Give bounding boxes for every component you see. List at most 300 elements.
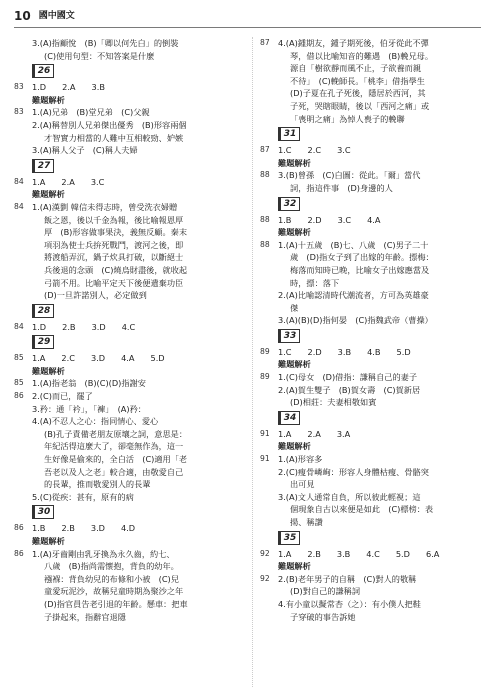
- question-number: 92: [260, 573, 270, 583]
- answer-item: 4.C: [366, 548, 380, 559]
- answer-row: [14, 81, 246, 94]
- explanation-text: 3.(A)指顧悅 (B)「卿以何先白」的倒裝: [32, 38, 179, 48]
- question-number: 89: [260, 346, 270, 356]
- answer-item: 2.B: [307, 548, 321, 559]
- question-number: [260, 157, 278, 170]
- answer-item: 2.A: [62, 82, 76, 93]
- question-number: 91: [260, 454, 270, 464]
- question-number: 89: [260, 372, 270, 382]
- analysis-label: 難題解析: [278, 561, 311, 572]
- question-number: [14, 214, 32, 227]
- answer-list: [278, 214, 482, 227]
- answer-item: 3.B: [336, 548, 351, 559]
- explanation-text: 2.(C)瘦骨嶙峋：形容人身體枯瘦、骨骼突: [278, 466, 429, 477]
- explanation-text: 2.(A)比喻認清時代潮流者，方可為英雄豪: [278, 290, 429, 301]
- answer-item: 2.A: [61, 176, 75, 187]
- explanation-text: (D)指官員告老引退的年齡。懸車：把車: [44, 598, 188, 609]
- question-number: 85: [14, 378, 24, 388]
- explanation-text: (D)對自己的謙稱詞: [290, 586, 361, 597]
- explanation-line: [14, 573, 246, 586]
- explanation-line: [260, 371, 482, 384]
- section-marker: 30: [32, 505, 54, 519]
- analysis-label-row: [14, 365, 246, 378]
- explanation-line: [14, 466, 246, 479]
- analysis-label: 難題解析: [32, 94, 65, 105]
- explanation-text: 1.(A)兄弟 (B)堂兄弟 (C)父親: [32, 107, 150, 118]
- question-number: [260, 251, 278, 264]
- answer-item: 1.B: [32, 523, 46, 534]
- explanation-line: [14, 214, 246, 227]
- column-divider: [252, 37, 253, 687]
- explanation-line: [260, 87, 482, 100]
- answer-item: 4.D: [121, 523, 136, 534]
- question-number: [14, 132, 32, 145]
- explanation-line: [260, 182, 482, 195]
- explanation-line: [260, 384, 482, 397]
- explanation-text: (D)相莊：夫妻相敬如賓: [290, 397, 377, 408]
- explanation-line: [260, 453, 482, 466]
- explanation-line: [14, 415, 246, 428]
- analysis-label-row: [260, 440, 482, 453]
- explanation-text: 襁褓：背負幼兒的布條和小被 (C)兒: [44, 573, 179, 584]
- answer-row: [14, 176, 246, 189]
- question-number: [14, 440, 32, 453]
- question-number: 84: [14, 201, 24, 211]
- explanation-line: [14, 611, 246, 624]
- answer-item: 1.C: [278, 346, 292, 357]
- question-number: 91: [260, 428, 270, 438]
- answer-item: 2.A: [307, 428, 321, 439]
- explanation-text: 梅落而知時已晚，比喻女子出嫁應當及: [290, 264, 430, 275]
- explanation-line: [260, 50, 482, 63]
- answer-item: 2.D: [307, 346, 322, 357]
- answer-item: 4.C: [121, 321, 136, 332]
- answer-list: [278, 346, 482, 359]
- explanation-line: [260, 314, 482, 327]
- question-number: [14, 50, 32, 63]
- explanation-text: 3.(A)文人通常自負，所以彼此輕視；這: [278, 491, 421, 502]
- answer-row: [260, 428, 482, 441]
- explanation-text: 2.(B)老年男子的自稱 (C)對人的敬稱: [278, 573, 417, 584]
- question-number: [14, 226, 32, 239]
- question-number: [14, 428, 32, 441]
- question-number: [260, 503, 278, 516]
- section-marker: 33: [278, 329, 300, 343]
- left-column: [14, 37, 246, 623]
- explanation-line: [14, 377, 246, 390]
- answer-item: 1.A: [278, 548, 292, 559]
- explanation-line: [260, 75, 482, 88]
- question-number: [260, 87, 278, 100]
- explanation-line: [260, 585, 482, 598]
- section-marker: 27: [32, 159, 54, 173]
- question-number: [14, 94, 32, 107]
- explanation-line: [260, 503, 482, 516]
- answer-item: 1.A: [278, 428, 292, 439]
- section-marker-row: [14, 62, 246, 81]
- question-number: [14, 119, 32, 132]
- explanation-text: 子掛起來，指辭官退隱: [44, 611, 126, 622]
- question-number: 83: [14, 107, 24, 117]
- explanation-text: 源自「樹欲靜而風不止，子欲養而親: [290, 63, 422, 74]
- explanation-text: 揚、稱讚: [290, 517, 323, 527]
- analysis-label-row: [260, 157, 482, 170]
- answer-list: [278, 428, 482, 441]
- question-number: 84: [14, 176, 24, 186]
- answer-list: [32, 81, 246, 94]
- answer-item: 1.D: [32, 321, 47, 332]
- answer-item: 4.A: [121, 353, 135, 364]
- section-marker: 29: [32, 335, 54, 349]
- section-marker: 34: [278, 411, 300, 425]
- answer-item: 1.C: [278, 145, 292, 156]
- answer-item: 2.B: [62, 321, 76, 332]
- book-title: 國中國文: [38, 11, 75, 22]
- explanation-text: 將渡船弄沉，鍋子炊具打破，以斷絕士: [44, 252, 184, 263]
- explanation-line: [14, 201, 246, 214]
- explanation-text: 1.(C)母女 (D)借指：謙稱自己的妻子: [278, 372, 418, 383]
- explanation-text: (D)一旦許諾別人，必定做到: [44, 290, 147, 301]
- question-number: [14, 535, 32, 548]
- explanation-text: 詞，指這件事 (D)身邊的人: [290, 182, 393, 193]
- explanation-line: [260, 396, 482, 409]
- question-number: 87: [260, 38, 270, 47]
- explanation-line: [14, 119, 246, 132]
- question-number: [260, 50, 278, 63]
- answer-list: [32, 522, 246, 535]
- explanation-text: 生好像是偷來的，全白活 (C)適用「老: [44, 454, 188, 465]
- section-marker: 32: [278, 197, 300, 211]
- answer-item: 3.A: [336, 428, 351, 439]
- explanation-text: 1.(A)形容多: [278, 454, 323, 465]
- explanation-text: (C)使用句型：不知答案是什麼: [44, 50, 155, 61]
- explanation-text: 4.(A)不忍人之心：指同情心、愛心: [32, 416, 159, 427]
- explanation-line: [14, 598, 246, 611]
- question-number: [14, 491, 32, 504]
- explanation-line: [14, 289, 246, 302]
- answer-item: 3.B: [337, 346, 352, 357]
- question-number: [260, 516, 278, 529]
- answer-list: [278, 144, 482, 157]
- analysis-label: 難題解析: [278, 359, 311, 370]
- explanation-text: 飯之恩，後以千金為報，後比喻報恩厚: [44, 214, 184, 225]
- explanation-text: 出可見: [290, 479, 315, 490]
- explanation-line: [14, 251, 246, 264]
- explanation-line: [260, 169, 482, 182]
- explanation-line: [14, 264, 246, 277]
- question-number: [14, 466, 32, 479]
- answer-item: 4.B: [367, 346, 381, 357]
- question-number: [260, 100, 278, 113]
- answer-row: [14, 522, 246, 535]
- explanation-line: [14, 478, 246, 491]
- answer-item: 5.D: [150, 353, 165, 364]
- explanation-text: 1.(A)十五歲 (B)七、八歲 (C)男子二十: [278, 239, 429, 250]
- explanation-line: [14, 226, 246, 239]
- explanation-text: 1.(A)指老翁 (B)(C)(D)指謝安: [32, 378, 146, 389]
- explanation-line: [14, 453, 246, 466]
- question-number: 84: [14, 321, 24, 331]
- analysis-label: 難題解析: [32, 536, 65, 546]
- question-number: [14, 403, 32, 416]
- page-number: 10: [14, 9, 31, 24]
- explanation-line: [14, 585, 246, 598]
- answer-row: [14, 321, 246, 334]
- question-number: [14, 289, 32, 302]
- question-number: 83: [14, 82, 24, 92]
- explanation-line: [14, 144, 246, 157]
- question-number: 88: [260, 239, 270, 249]
- explanation-text: 項羽為使士兵拚死戰鬥，渡河之後，即: [44, 239, 184, 250]
- explanation-line: [260, 251, 482, 264]
- explanation-line: [14, 560, 246, 573]
- answer-item: 3.D: [91, 321, 106, 332]
- question-number: [14, 573, 32, 586]
- explanation-line: [14, 403, 246, 416]
- explanation-text: 3.(A)稱人父子 (C)稱人夫婦: [32, 145, 138, 156]
- section-marker-row: [260, 327, 482, 346]
- question-number: [14, 611, 32, 624]
- question-number: [14, 277, 32, 290]
- explanation-text: 才智實力相當的人難中互相較勁、妒嫉: [44, 132, 184, 143]
- analysis-label-row: [260, 226, 482, 239]
- explanation-text: 2.(A)賀生雙子 (B)賀女壽 (C)賀新居: [278, 384, 421, 395]
- answer-list: [32, 352, 246, 365]
- question-number: [260, 226, 278, 239]
- question-number: [260, 182, 278, 195]
- question-number: [14, 144, 32, 157]
- answer-item: 1.D: [32, 82, 47, 93]
- explanation-text: 時，摽：落下: [290, 277, 340, 288]
- analysis-label-row: [260, 560, 482, 573]
- explanation-line: [260, 598, 482, 611]
- answer-item: 5.D: [396, 346, 411, 357]
- analysis-label: 難題解析: [32, 189, 65, 200]
- question-number: [260, 585, 278, 598]
- answer-item: 3.C: [90, 176, 105, 187]
- explanation-line: [14, 277, 246, 290]
- question-number: [14, 365, 32, 378]
- explanation-line: [14, 50, 246, 63]
- analysis-label-row: [260, 358, 482, 371]
- question-number: 88: [260, 214, 270, 224]
- question-number: [260, 113, 278, 126]
- analysis-label: 難題解析: [278, 441, 311, 452]
- section-marker-row: [260, 195, 482, 214]
- question-number: [260, 598, 278, 611]
- question-number: 88: [260, 170, 270, 180]
- explanation-text: 的長輩，推而敬愛別人的長輩: [44, 479, 151, 490]
- analysis-label: 難題解析: [32, 365, 65, 376]
- answer-item: 1.B: [278, 214, 292, 225]
- section-marker-row: [14, 157, 246, 176]
- explanation-line: [14, 428, 246, 441]
- explanation-line: [260, 277, 482, 290]
- question-number: [260, 440, 278, 453]
- question-number: [260, 611, 278, 624]
- explanation-line: [260, 302, 482, 315]
- question-number: [14, 37, 32, 50]
- section-marker-row: [14, 302, 246, 321]
- explanation-text: 歲 (D)指女子到了出嫁的年齡。摽梅：: [290, 252, 434, 263]
- question-number: 87: [260, 145, 270, 155]
- question-number: [260, 478, 278, 491]
- explanation-line: [260, 573, 482, 586]
- question-number: 86: [14, 523, 24, 533]
- analysis-label: 難題解析: [278, 227, 311, 238]
- answer-item: 2.B: [61, 523, 75, 534]
- section-marker-row: [14, 333, 246, 352]
- explanation-line: [260, 466, 482, 479]
- answer-row: [260, 144, 482, 157]
- answer-item: 2.D: [307, 214, 322, 225]
- explanation-text: 八歲 (B)指尚需懷抱，背負的幼年。: [44, 561, 179, 572]
- answer-item: 1.A: [32, 353, 46, 364]
- question-number: 85: [14, 353, 24, 363]
- explanation-text: 年紀活得這麼大了，卻毫無作為，這一: [44, 441, 184, 452]
- analysis-label: 難題解析: [278, 157, 311, 168]
- explanation-text: (B)孔子責備老朋友原壤之詞，意思是：: [44, 428, 188, 439]
- explanation-text: 兵後退的念頭 (C)燒烏財盡後，就收起: [44, 264, 188, 275]
- question-number: [260, 277, 278, 290]
- answer-item: 3.D: [90, 523, 105, 534]
- answer-item: 4.A: [367, 214, 381, 225]
- answer-item: 5.D: [395, 548, 410, 559]
- section-marker-row: [14, 503, 246, 522]
- question-number: [14, 264, 32, 277]
- answer-item: 2.C: [61, 353, 75, 364]
- question-number: [260, 491, 278, 504]
- explanation-text: 童愛玩泥沙，故稱兒童時期為聚沙之年: [44, 586, 184, 597]
- answer-list: [32, 321, 246, 334]
- explanation-line: [260, 264, 482, 277]
- explanation-line: [260, 516, 482, 529]
- explanation-text: 傑: [290, 302, 299, 313]
- explanation-text: 2.(A)稱替別人兄弟傑出優秀 (B)形容兩個: [32, 119, 187, 130]
- explanation-text: 子死，哭瞎眼睛，後以「西河之痛」或: [290, 100, 430, 111]
- section-marker-row: [260, 409, 482, 428]
- question-number: [260, 396, 278, 409]
- answer-row: [260, 214, 482, 227]
- explanation-text: 吾老以及人之老」較合適，由敬愛自己: [44, 466, 184, 477]
- question-number: [14, 415, 32, 428]
- question-number: [14, 598, 32, 611]
- section-marker: 31: [278, 127, 300, 141]
- analysis-label-row: [14, 535, 246, 548]
- explanation-line: [260, 289, 482, 302]
- analysis-label-row: [14, 188, 246, 201]
- question-number: [14, 239, 32, 252]
- explanation-line: [260, 611, 482, 624]
- analysis-label-row: [14, 94, 246, 107]
- explanation-line: [14, 491, 246, 504]
- section-marker: 28: [32, 304, 54, 318]
- question-number: [14, 251, 32, 264]
- section-marker-row: [260, 529, 482, 548]
- section-marker: 35: [278, 531, 300, 545]
- question-number: 92: [260, 548, 270, 558]
- explanation-line: [260, 62, 482, 75]
- answer-list: [32, 176, 246, 189]
- question-number: [14, 478, 32, 491]
- question-number: [260, 560, 278, 573]
- answer-row: [260, 548, 482, 561]
- question-number: [260, 314, 278, 327]
- explanation-text: 3.(A)(B)(D)指何晏 (C)指魏武帝（曹操）: [278, 315, 433, 326]
- explanation-line: [14, 390, 246, 403]
- explanation-text: 4.有小童以擬常杏（之）：有小僕人把鞋: [278, 598, 421, 609]
- explanation-text: 1.(A)牙齒剛由乳牙換為永久齒，約七、: [32, 548, 175, 559]
- explanation-line: [14, 440, 246, 453]
- question-number: 86: [14, 391, 24, 401]
- explanation-line: [14, 239, 246, 252]
- explanation-line: [260, 37, 482, 50]
- explanation-text: 3.(B)曾孫 (C)白圖：從此。「爾」當代: [278, 170, 421, 181]
- question-number: [260, 264, 278, 277]
- explanation-text: 弓箭不用。比喻平定天下後便遺棄功臣: [44, 277, 184, 288]
- explanation-text: 4.(A)鍾期友，鍾子期死後，伯牙從此不彈: [278, 38, 429, 48]
- question-number: [14, 453, 32, 466]
- answer-item: 1.A: [32, 176, 46, 187]
- question-number: [260, 75, 278, 88]
- explanation-text: 琴，借以比喻知音的難遇 (B)輓兄母。: [290, 50, 434, 61]
- question-number: [260, 302, 278, 315]
- question-number: 86: [14, 548, 24, 558]
- right-column: [260, 37, 482, 623]
- answer-item: 3.B: [91, 82, 105, 93]
- explanation-text: 個現象自古以來便是如此 (C)標榜：表: [290, 504, 434, 515]
- question-number: [260, 289, 278, 302]
- explanation-text: 「喪明之痛」為悼人喪子的輓聯: [290, 113, 405, 124]
- explanation-line: [260, 491, 482, 504]
- answer-item: 3.C: [337, 214, 352, 225]
- explanation-text: (D)子夏在孔子死後，隱居於西河，其: [290, 88, 426, 99]
- explanation-line: [14, 106, 246, 119]
- explanation-line: [14, 132, 246, 145]
- answer-item: 3.C: [337, 145, 351, 156]
- explanation-text: 1.(A)漢劉 韓信未得志時，曾受洗衣婦贈: [32, 201, 178, 212]
- answer-list: [278, 548, 482, 561]
- explanation-line: [14, 548, 246, 561]
- answer-item: 2.C: [307, 145, 322, 156]
- explanation-text: 厚 (B)形容做事果決，義無反顧。秦末: [44, 227, 188, 238]
- explanation-text: 不待」 (C)輓師長。「桃李」借指學生: [290, 75, 425, 86]
- explanation-text: 5.(C)從疾：甚有，原有的病: [32, 491, 134, 502]
- question-number: [260, 466, 278, 479]
- explanation-text: 子穿破的事告訴她: [290, 611, 356, 622]
- explanation-line: [260, 100, 482, 113]
- answer-item: 6.A: [425, 548, 440, 559]
- explanation-line: [260, 478, 482, 491]
- explanation-line: [14, 37, 246, 50]
- explanation-text: 3.矜：通「衿」，「褲」 (A)矜：: [32, 403, 146, 414]
- question-number: [14, 560, 32, 573]
- question-number: [260, 384, 278, 397]
- explanation-text: 2.(C)而已，罷了: [32, 391, 93, 402]
- section-marker: 26: [32, 64, 54, 78]
- question-number: [14, 585, 32, 598]
- question-number: [260, 62, 278, 75]
- answer-row: [260, 346, 482, 359]
- answer-item: 3.D: [90, 353, 106, 364]
- explanation-line: [260, 239, 482, 252]
- page-header: [14, 6, 481, 28]
- answer-row: [14, 352, 246, 365]
- question-number: [14, 188, 32, 201]
- explanation-line: [260, 113, 482, 126]
- section-marker-row: [260, 125, 482, 144]
- question-number: [260, 358, 278, 371]
